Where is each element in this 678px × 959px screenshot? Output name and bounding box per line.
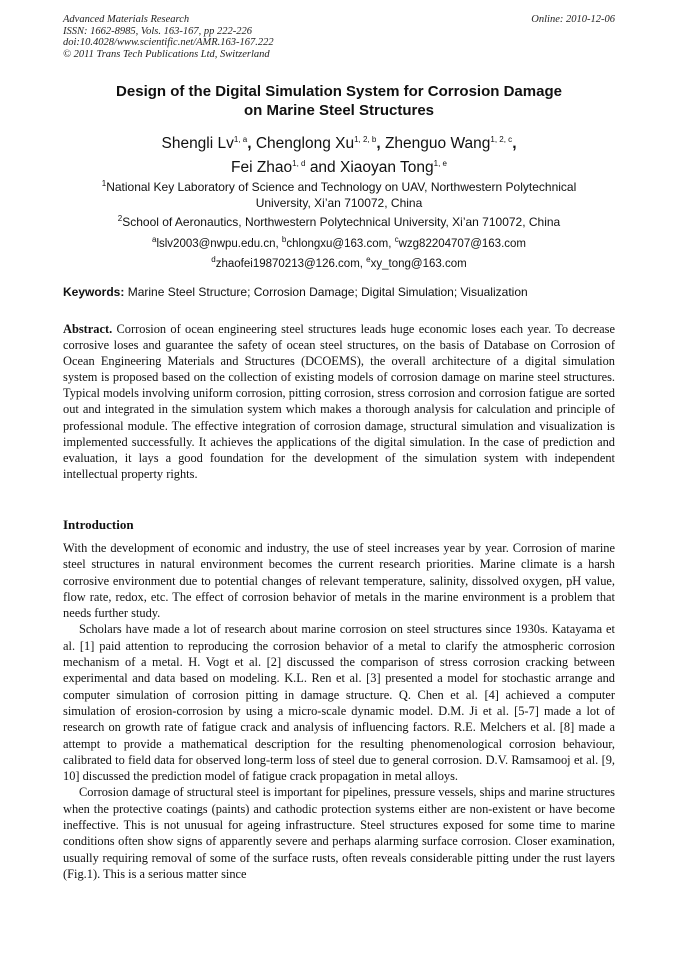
- author-name: Chenglong Xu: [255, 135, 355, 153]
- email-link[interactable]: xy_tong@163.com: [370, 258, 467, 271]
- keywords: [63, 285, 615, 300]
- author-sup: 1, 2, c: [490, 135, 513, 144]
- paper-title: [60, 82, 618, 120]
- abstract-text: Corrosion of ocean engineering steel structures leads huge economic loses each year. To decrease corrosive loses and guarantee the safety of ocean steel structures, on the basis of Database on Corrosion of Ocean Engineering Materials and Structures (DCOEMS), the overall architecture of a digital simulation system is proposed based on the collection of existing models of corrosion damage on marine steel structures. Typical models involving uniform corrosion, pitting corrosion, stress corrosion and corrosion fatigue are sorted out and integrated in the simulation system which makes a thorough analysis for calculation and principle of professional module. The effective integration of corrosion damage, structural simulation and visualization is implemented successfully. It achieves the applications of the digital simulation. In the case of prediction and evaluation, it lays a good foundation for the development of the simulation system with independent intellectual property rights.: [63, 322, 616, 481]
- body-text: [63, 540, 615, 882]
- author-name: Fei Zhao: [230, 159, 293, 177]
- author-line-2: [60, 154, 618, 178]
- affiliation-2: [60, 211, 618, 231]
- affiliation-text: National Key Laboratory of Science and Technology on UAV, Northwestern Polytechnical: [106, 180, 577, 194]
- paragraph: With the development of economic and industry, the use of steel increases year by year. Corrosion of marine steel structures in natural environment becomes the current research priorities. Marine climate is a harsh corrosive environment due to potential changes of relevant temperature, salinity, dissolved oxygen, pH value, flow rate, redox, etc. The effect of corrosion behavior of metals in the marine environment is a problem that needs further study.: [63, 541, 615, 621]
- affiliation-text: School of Aeronautics, Northwestern Polytechnical University, Xi’an 710072, China: [122, 215, 561, 229]
- abstract-label: Abstract.: [63, 322, 113, 336]
- email-link[interactable]: zhaofei19870213@126.com: [215, 258, 360, 271]
- paragraph: Scholars have made a lot of research about marine corrosion on steel structures since 1930s. Katayama et al. [1] paid attention to reproducing the corrosion behavior of a metal to clarify the atmospheric corrosion mechanism of a metal. H. Vogt et al. [2] discussed the comparison of stress corrosion cracking between experimental and data based on modeling. K.L. Ren et al. [3] presented a model for stochastic arrange and computer simulation of corrosion pitting in damage structure. Q. Chen et al. [4] achieved a computer simulation of erosion-corrosion by using a micro-scale dynamic model. D.M. Ji et al. [5-7] made a lot of research on growth rate of fatigue crack and analysis of influencing factors. R.E. Melchers et al. [8] made a attempt to provide a mathematical description for the resulting phenomenological corrosion behaviour, calibrated to field data for observed long-term loss of steel due to general corrosion. D.V. Ramsamooj et al. [9, 10] discussed the prediction model of fatigue crack propagation in metal alloys.: [63, 622, 615, 784]
- keywords-text: Marine Steel Structure; Corrosion Damage; Digital Simulation; Visualization: [127, 285, 528, 299]
- email-sup: e: [366, 255, 371, 265]
- email-link[interactable]: lslv2003@nwpu.edu.cn: [156, 237, 276, 250]
- author-emails: $^a$lslv2003@nwpu.edu.cn, $^b$chlongxu@163.com, $^c$wzg82204707@163.com $^d$zhaofei19870213@126.com, $^e$xy_tong@163.com: [151, 235, 526, 271]
- author-list: [60, 130, 618, 178]
- affiliation-1: [60, 176, 618, 211]
- affiliation-text: University, Xi’an 710072, China: [255, 195, 423, 210]
- section-heading: Introduction: [63, 517, 134, 532]
- doi: doi:10.4028/www.scientific.net/AMR.163-167.222: [63, 37, 274, 48]
- online-date: Online: 2010-12-06: [531, 14, 615, 25]
- running-header: [63, 14, 615, 60]
- copyright: © 2011 Trans Tech Publications Ltd, Switzerland: [63, 48, 270, 60]
- paragraph: Corrosion damage of structural steel is important for pipelines, pressure vessels, ships and marine structures when the protective coatings (paints) and cathodic protection systems either are non-existent or have become ineffective. This is not unusual for ageing infrastructure. Steel structures exposed for some time to marine conditions often show signs of apparently severe and perhaps alarming surface corrosion. Closer examination, usually requiring removal of some of the surface rusts, often reveals considerable pitting under the rust layers (Fig.1). This is a serious matter since: [63, 785, 615, 881]
- author-name: Shengli Lv: [161, 135, 234, 153]
- author-line-1: Shengli Lv$^{1, a}$, Chenglong Xu$^{1, 2, b}$, Zhenguo Wang$^{1, 2, c}$,: [161, 135, 517, 153]
- email-link[interactable]: wzg82204707@163.com: [398, 237, 526, 250]
- author-name: Xiaoyan Tong: [340, 159, 434, 177]
- email-sup: a: [151, 235, 157, 244]
- author-sup: 1, 2, b: [354, 135, 377, 144]
- abstract: [63, 321, 615, 482]
- issn: ISSN: 1662-8985, Vols. 163-167, pp 222-226: [63, 25, 252, 37]
- author-sup: 1, a: [233, 135, 248, 144]
- title-line-2: on Marine Steel Structures: [243, 102, 435, 119]
- affiliation-sup: 1: [101, 179, 107, 188]
- journal-name: Advanced Materials Research: [63, 14, 190, 25]
- email-sup: d: [211, 255, 216, 265]
- author-sup: 1, e: [433, 159, 447, 169]
- email-sup: b: [281, 235, 287, 244]
- email-sup: c: [394, 235, 399, 244]
- email-link[interactable]: chlongxu@163.com: [286, 237, 389, 250]
- keywords-label: Keywords:: [63, 285, 125, 299]
- affiliation-sup: 2: [117, 214, 123, 223]
- author-name: Zhenguo Wang: [384, 135, 491, 153]
- author-and: and: [309, 159, 336, 177]
- title-line-1: Design of the Digital Simulation System for Corrosion Damage: [116, 83, 562, 100]
- author-sup: 1, d: [292, 159, 306, 169]
